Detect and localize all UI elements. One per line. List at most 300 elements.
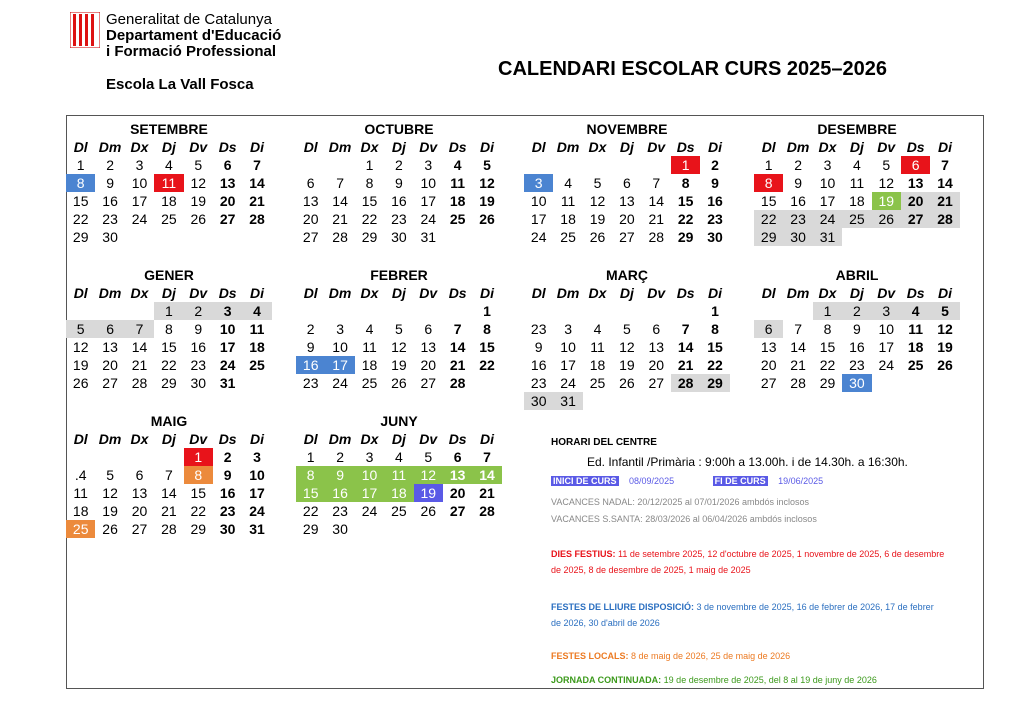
week-row [296,210,502,228]
day-cell [754,302,783,320]
day-header: Dm [786,285,810,301]
day-cell [700,392,729,410]
day-cell: 10 [131,175,148,191]
month-name: ABRIL [835,267,879,283]
day-cell: 22 [72,211,89,227]
day-cell: 16 [849,339,865,355]
day-cell: 16 [325,484,354,502]
lliure-text: 3 de novembre de 2025, 16 de febrer de 2026, 17 de febrer de 2026, 30 d'abril de 2026 [551,602,934,628]
day-cell: 12 [190,175,207,191]
day-cell [583,156,612,174]
day-header: Dm [786,139,810,155]
day-headers [66,138,272,156]
day-cell [872,374,901,392]
day-header: Dx [130,139,149,155]
day-cell: 4 [394,449,403,465]
day-cell: 3 [365,449,374,465]
day-cell: 24 [878,357,895,373]
day-cell: 29 [161,375,177,391]
day-cell: 4 [852,157,861,173]
day-cell: 18 [589,357,606,373]
day-cell: 26 [619,375,635,391]
day-headers [296,284,502,302]
day-cell: 27 [449,503,466,519]
day-cell: 20 [901,192,930,210]
horari-text: Ed. Infantil /Primària : 9:00h a 13.00h. i de 14.30h. a 16:30h. [587,455,908,469]
day-header: Ds [218,285,237,301]
day-header: Dx [360,139,379,155]
day-cell: 25 [391,503,407,519]
day-cell: 19 [619,357,635,373]
day-header: Dl [761,139,776,155]
day-cell: 23 [219,503,236,519]
week-row [66,338,272,356]
month-name: OCTUBRE [364,121,434,137]
day-cell [242,228,271,246]
day-cell: 3 [253,449,261,465]
day-cell: 12 [619,339,635,355]
day-cell: 25 [842,210,871,228]
day-cell: 25 [907,357,924,373]
week-row [296,356,502,374]
day-cell: 2 [842,302,871,320]
day-cell: 13 [131,485,148,501]
week-row [754,374,960,392]
day-cell: 26 [872,210,901,228]
day-cell: 26 [420,503,437,519]
day-cell: 24 [813,210,842,228]
day-cell [355,302,384,320]
day-cell: 16 [530,357,547,373]
day-headers [524,284,730,302]
day-cell: 9 [106,175,114,191]
day-cell: 4 [593,321,602,337]
week-row [754,192,960,210]
day-cell: 28 [930,210,959,228]
day-cell: 5 [593,175,602,191]
day-cell: 30 [391,229,407,245]
week-row [296,374,502,392]
day-header: Dj [391,139,406,155]
day-cell: 16 [790,193,806,209]
day-cell: 9 [852,321,861,337]
month-juny [296,412,502,538]
day-cell: 3 [135,157,144,173]
day-cell: 15 [296,484,325,502]
day-cell: 5 [194,157,203,173]
week-row [524,192,730,210]
day-cell [384,302,413,320]
festius-text: 11 de setembre 2025, 12 d'octubre de 2025, 1 novembre de 2025, 6 de desembre de 2025, 8 de desembre de 2025, 1 maig de 2025 [551,549,945,575]
day-cell: 18 [361,357,378,373]
day-header: Di [938,285,953,301]
day-cell: 20 [102,357,118,373]
day-cell: 12 [391,339,407,355]
day-cell: 31 [420,229,437,245]
week-row [524,302,730,320]
day-cell: 8 [365,175,374,191]
day-cell: 25 [249,357,265,373]
day-cell: 8 [711,321,719,337]
day-header: Dl [303,285,318,301]
day-cell: 10 [420,175,437,191]
day-cell: 21 [131,357,148,373]
day-cell: 5 [394,321,403,337]
day-cell: 19 [391,357,407,373]
day-cell: 11 [849,175,865,191]
day-cell [66,448,95,466]
day-header: Dx [360,431,379,447]
day-cell: 10 [819,175,836,191]
day-cell: 15 [72,193,89,209]
week-row [754,320,960,338]
festius-label: DIES FESTIUS: [551,549,616,559]
day-cell [95,448,124,466]
day-cell: 26 [589,229,606,245]
day-cell [384,520,413,538]
day-cell: 17 [560,357,576,373]
day-cell: 20 [760,357,777,373]
day-cell: 14 [161,485,177,501]
organization-name [106,12,281,60]
day-header: Dm [328,431,352,447]
week-row [66,228,272,246]
day-cell: 12 [878,175,895,191]
day-cell: 2 [306,321,315,337]
day-header: Dv [877,285,896,301]
day-cell: 20 [131,503,148,519]
jornada-text: 19 de desembre de 2025, del 8 al 19 de juny de 2026 [661,675,877,685]
day-cell [66,302,95,320]
day-cell: 30 [707,229,723,245]
month-name: SETEMBRE [130,121,208,137]
week-row [296,228,502,246]
day-cell: 22 [754,210,783,228]
day-cell: 20 [302,211,319,227]
week-row [754,156,960,174]
day-cell: 14 [249,175,265,191]
horari-title: HORARI DEL CENTRE [551,437,657,448]
day-cell: 24 [420,211,437,227]
day-cell [414,302,443,320]
day-cell: 15 [707,339,723,355]
day-cell: 9 [223,467,232,483]
day-cell [612,302,641,320]
month-abril [754,266,960,392]
day-cell: 17 [325,356,354,374]
day-cell [443,302,472,320]
day-cell: 11 [362,339,377,355]
day-cell: 5 [483,157,491,173]
day-cell: 25 [161,211,177,227]
day-cell [553,156,582,174]
day-cell: 28 [332,229,348,245]
day-cell: 10 [249,467,265,483]
day-headers [66,430,272,448]
day-header: Dl [761,285,776,301]
day-cell: 11 [73,485,88,501]
day-header: Dv [419,431,438,447]
day-cell: 28 [479,503,495,519]
day-cell: 27 [302,229,319,245]
day-cell: 29 [361,229,378,245]
day-cell: 16 [102,193,118,209]
day-cell: 24 [219,357,236,373]
day-cell: 7 [125,320,154,338]
day-cell: 4 [242,302,271,320]
day-cell: 5 [882,157,891,173]
week-row [524,338,730,356]
month-name: MAIG [150,413,188,429]
week-row [66,210,272,228]
week-row [524,156,730,174]
week-row [524,356,730,374]
day-cell: 10 [219,321,236,337]
day-headers [754,138,960,156]
day-cell: 1 [184,448,213,466]
day-cell: 30 [190,375,207,391]
day-cell: 2 [794,157,802,173]
day-cell: 19 [72,357,89,373]
day-cell: 6 [223,157,232,173]
day-cell: 18 [249,339,265,355]
day-header: Di [480,139,495,155]
day-cell: 9 [325,466,354,484]
week-row [524,320,730,338]
week-row [296,156,502,174]
day-cell: 9 [394,175,403,191]
day-cell: 17 [355,484,384,502]
day-cell: 15 [161,339,177,355]
day-cell: 14 [332,193,348,209]
week-row [524,210,730,228]
week-row [754,356,960,374]
day-header: Ds [218,139,237,155]
day-cell: 11 [908,321,924,337]
day-cell: 8 [66,174,95,192]
day-cell: 6 [306,175,315,191]
day-cell: 22 [819,357,836,373]
day-cell: 21 [648,211,665,227]
day-cell [184,228,213,246]
week-row [296,320,502,338]
day-cell: 28 [648,229,665,245]
day-cell: 6 [622,175,631,191]
day-cell: 30 [219,521,236,537]
day-cell: 19 [589,211,606,227]
day-cell: 3 [564,321,572,337]
day-header: Dx [818,139,837,155]
day-cell: 21 [790,357,806,373]
day-cell: 13 [219,175,236,191]
day-cell: 10 [355,466,384,484]
day-cell: 16 [296,356,325,374]
day-cell: 28 [790,375,806,391]
day-cell: 13 [619,193,635,209]
day-cell [783,302,812,320]
day-cell [842,228,871,246]
week-row [296,502,502,520]
day-header: Ds [448,285,467,301]
day-cell: 14 [790,339,806,355]
day-cell: 2 [336,449,344,465]
day-cell: 13 [760,339,777,355]
day-cell [443,520,472,538]
day-cell [671,392,700,410]
day-cell: 21 [449,357,466,373]
day-cell: 14 [449,339,466,355]
day-cell [325,156,354,174]
day-cell [472,374,501,392]
day-header: Ds [906,139,925,155]
day-cell: 1 [711,303,719,319]
day-header: Di [250,139,265,155]
week-row [296,302,502,320]
week-row [66,356,272,374]
day-cell: 12 [414,466,443,484]
week-row [524,374,730,392]
day-header: Dx [588,285,607,301]
week-row [66,502,272,520]
day-cell [296,156,325,174]
month-gener [66,266,272,392]
inici-label: INICI DE CURS [553,476,617,486]
day-header: Ds [448,139,467,155]
day-cell: 23 [707,211,723,227]
day-cell: 6 [754,320,783,338]
day-cell [642,392,671,410]
day-cell: 14 [677,339,694,355]
day-cell: 16 [219,485,236,501]
week-row [754,338,960,356]
page-title: CALENDARI ESCOLAR CURS 2025–2026 [498,58,888,80]
day-cell [472,520,501,538]
day-cell: 15 [819,339,836,355]
day-cell: 25 [589,375,606,391]
day-cell: 23 [302,375,319,391]
day-cell: 14 [648,193,665,209]
day-cell: 20 [449,485,466,501]
month-octubre [296,120,502,246]
day-cell: 8 [681,175,690,191]
day-header: Ds [448,431,467,447]
day-cell [154,228,183,246]
day-cell: 9 [306,339,315,355]
week-row [66,374,272,392]
day-cell: 27 [219,211,236,227]
day-cell: 21 [479,485,495,501]
day-header: Dx [818,285,837,301]
day-cell: 11 [560,193,576,209]
day-cell: 17 [219,339,236,355]
day-header: Dv [647,285,666,301]
lliure-label: FESTES DE LLIURE DISPOSICIÓ: [551,602,695,612]
day-cell: 3 [524,174,553,192]
day-header: Dm [328,139,352,155]
day-cell [612,156,641,174]
locals-label: FESTES LOCALS: [551,651,629,661]
day-cell: 18 [849,193,865,209]
day-cell: 22 [190,503,207,519]
week-row [66,520,272,538]
day-header: Dm [98,431,122,447]
day-cell [901,228,930,246]
day-cell: 27 [760,375,777,391]
day-cell: 22 [161,357,177,373]
day-cell: 1 [365,157,374,173]
day-cell [125,302,154,320]
day-header: Dj [161,139,176,155]
month-name: MARÇ [606,267,648,283]
day-cell: 14 [472,466,501,484]
day-cell [242,374,271,392]
month-maig [66,412,272,538]
day-cell: 1 [306,449,315,465]
day-cell: 2 [223,449,232,465]
day-cell: 17 [819,193,836,209]
day-cell: 23 [190,357,207,373]
day-cell: 15 [760,193,777,209]
week-row [66,192,272,210]
week-row [66,448,272,466]
day-cell [901,374,930,392]
day-cell: 18 [72,503,89,519]
week-row [66,156,272,174]
day-cell [414,520,443,538]
day-cell: 21 [930,192,959,210]
day-cell: 5 [106,467,114,483]
org-line-1: Generalitat de Catalunya [106,11,272,28]
day-cell: 13 [102,339,118,355]
day-header: Dl [73,431,88,447]
week-row [296,466,502,484]
day-header: Dj [161,431,176,447]
month-name: GENER [144,267,194,283]
day-cell: 28 [671,374,700,392]
week-row [66,484,272,502]
day-cell: 24 [332,375,348,391]
day-cell [125,228,154,246]
day-cell: 30 [102,229,118,245]
day-header: Dj [161,285,176,301]
day-header: Dj [619,285,634,301]
day-cell: 19 [414,484,443,502]
day-cell: 29 [190,521,207,537]
day-cell: 23 [530,375,547,391]
day-cell: 12 [102,485,118,501]
day-cell: 7 [652,175,661,191]
day-cell [213,228,242,246]
day-cell: 7 [794,321,802,337]
day-cell: 25 [66,520,95,538]
week-row [66,466,272,484]
day-header: Ds [676,139,695,155]
day-cell: 29 [302,521,319,537]
day-cell: 17 [249,485,265,501]
day-cell [930,228,959,246]
day-header: Di [250,285,265,301]
day-cell: 8 [483,321,491,337]
day-cell: 4 [901,302,930,320]
day-header: Dj [849,139,864,155]
day-cell: 6 [453,449,462,465]
day-header: Dl [303,139,318,155]
day-cell: 3 [872,302,901,320]
jornada-continuada [551,675,971,685]
festes-lliure [551,599,946,631]
day-cell: 11 [154,174,183,192]
day-header: Di [938,139,953,155]
